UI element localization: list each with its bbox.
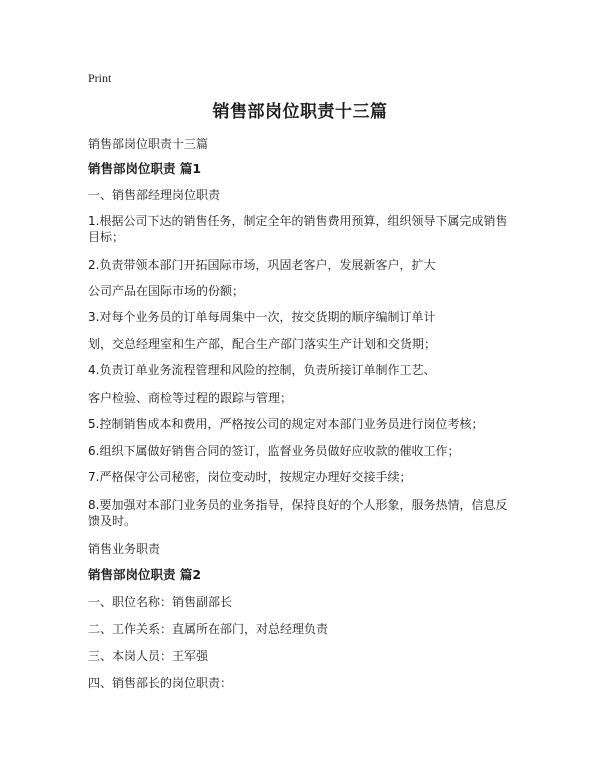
paragraph: 1.根据公司下达的销售任务，制定全年的销售费用预算，组织领导下属完成销售目标；	[88, 214, 508, 244]
paragraph: 6.组织下属做好销售合同的签订，监督业务员做好应收款的催收工作；	[88, 444, 460, 458]
paragraph: 三、本岗人员：王军强	[88, 649, 209, 663]
paragraph: 一、职位名称：销售副部长	[88, 595, 233, 609]
paragraph: 销售业务职责	[88, 542, 161, 556]
intro-line: 销售部岗位职责十三篇	[88, 137, 209, 151]
paragraph: 一、销售部经理岗位职责	[88, 188, 221, 202]
print-label: Print	[88, 71, 112, 85]
section-heading-1: 销售部岗位职责 篇1	[88, 161, 202, 176]
document-title: 销售部岗位职责十三篇	[212, 102, 388, 122]
section-heading-2: 销售部岗位职责 篇2	[88, 567, 202, 582]
paragraph: 客户检验、商检等过程的跟踪与管理；	[88, 391, 293, 405]
paragraph: 四、销售部长的岗位职责：	[88, 676, 233, 690]
paragraph: 2.负责带领本部门开拓国际市场，巩固老客户，发展新客户，扩大	[88, 258, 436, 272]
paragraph: 划，交总经理室和生产部，配合生产部门落实生产计划和交货期；	[88, 337, 437, 351]
paragraph: 公司产品在国际市场的份额；	[88, 284, 245, 298]
paragraph: 3.对每个业务员的订单每周集中一次，按交货期的顺序编制订单计	[88, 310, 436, 324]
paragraph: 二、工作关系：直属所在部门，对总经理负责	[88, 622, 329, 636]
paragraph: 4.负责订单业务流程管理和风险的控制，负责所接订单制作工艺、	[88, 363, 436, 377]
paragraph: 5.控制销售成本和费用，严格按公司的规定对本部门业务员进行岗位考核；	[88, 417, 484, 431]
paragraph: 8.要加强对本部门业务员的业务指导，保持良好的个人形象，服务热情，信息反馈及时。	[88, 498, 508, 528]
paragraph: 7.严格保守公司秘密，岗位变动时，按规定办理好交接手续；	[88, 470, 412, 484]
